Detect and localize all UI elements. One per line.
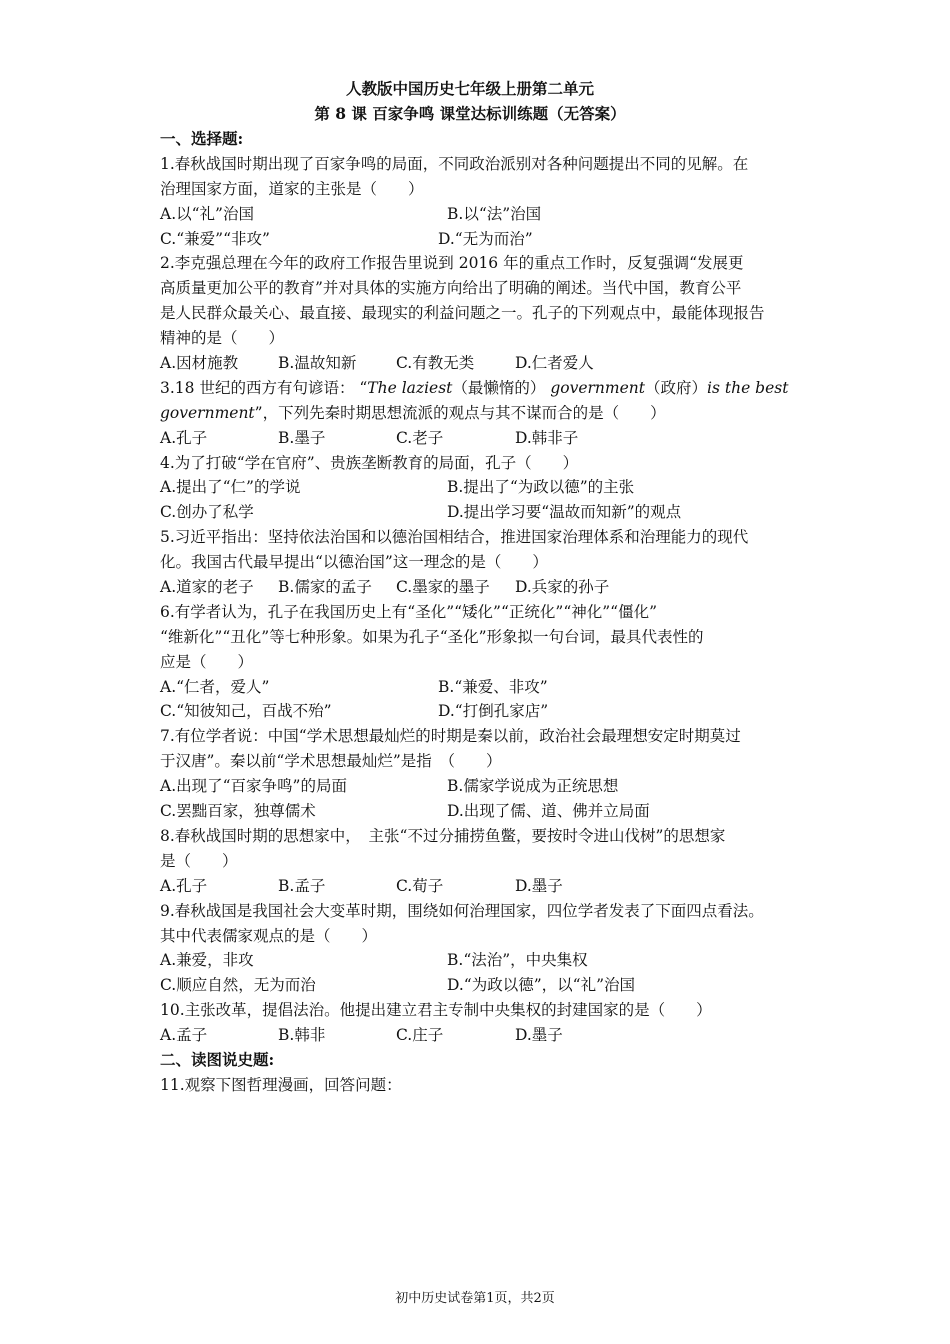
- answer-option: A.孔子: [160, 428, 208, 447]
- answer-option: D.兵家的孙子: [515, 578, 610, 597]
- answer-option: D.墨子: [515, 1026, 563, 1045]
- question-text: [160, 849, 800, 874]
- question-text-segment: “维新化”“丑化”等七种形象。如果为孔子“圣化”形象拟一句台词，最具代表性的: [160, 627, 704, 646]
- question-text-segment: 高质量更加公平的教育”并对具体的实施方向给出了明确的阐述。当代中国，教育公平: [160, 279, 742, 298]
- answer-option: B.韩非: [278, 1026, 326, 1045]
- question-text: [160, 600, 800, 625]
- text-line: [160, 1073, 800, 1098]
- question-text: [160, 650, 800, 675]
- question-text-segment: 化。我国古代最早提出“以德治国”这一理念的是（ ）: [160, 553, 548, 572]
- answer-option: D.出现了儒、道、佛并立局面: [447, 802, 650, 821]
- question-text: [160, 451, 800, 476]
- question-text: [160, 326, 800, 351]
- answer-option: A.出现了“百家争鸣”的局面: [160, 777, 347, 796]
- options-row: [160, 799, 800, 824]
- question-text: [160, 251, 800, 276]
- answer-option: A.提出了“仁”的学说: [160, 478, 301, 497]
- question-text: [160, 177, 800, 202]
- options-row: [160, 475, 800, 500]
- answer-option: D.仁者爱人: [515, 354, 594, 373]
- section-heading: 二、读图说史题:: [160, 1049, 275, 1069]
- question-text-segment: 3.18 世纪的西方有句谚语： “: [160, 378, 368, 397]
- options-row: [160, 202, 800, 227]
- answer-option: A.孟子: [160, 1026, 208, 1045]
- answer-option: D.韩非子: [515, 428, 579, 447]
- question-text: [160, 998, 800, 1023]
- question-text-segment: 是人民群众最关心、最直接、最现实的利益问题之一。孔子的下列观点中，最能体现报告: [160, 304, 765, 323]
- question-text-segment: 应是（ ）: [160, 652, 254, 671]
- question-text-segment: 5.习近平指出：坚持依法治国和以德治国相结合，推进国家治理体系和治理能力的现代: [160, 528, 749, 547]
- answer-option: C.“兼爱”“非攻”: [160, 229, 270, 248]
- question-text-segment: 9.春秋战国是我国社会大变革时期，围绕如何治理国家，四位学者发表了下面四点看法。: [160, 901, 764, 920]
- document-title: 人教版中国历史七年级上册第二单元: [345, 79, 594, 98]
- question-text: [160, 152, 800, 177]
- answer-option: A.孔子: [160, 876, 208, 895]
- answer-option: B.“兼爱、非攻”: [438, 677, 548, 696]
- question-text-segment: （最懒惰的）: [452, 378, 551, 397]
- options-row: [160, 675, 800, 700]
- answer-option: C.创办了私学: [160, 503, 254, 522]
- question-text-segment: 其中代表儒家观点的是（ ）: [160, 926, 378, 945]
- answer-option: D.“打倒孔家店”: [438, 702, 549, 721]
- options-row: [160, 874, 800, 899]
- answer-option: C.墨家的墨子: [396, 578, 490, 597]
- answer-option: B.提出了“为政以德”的主张: [447, 478, 635, 497]
- question-text: [160, 550, 800, 575]
- options-row: [160, 699, 800, 724]
- question-text-segment: 治理国家方面，道家的主张是（ ）: [160, 179, 424, 198]
- options-row: [160, 426, 800, 451]
- question-text: [160, 924, 800, 949]
- section-heading: 一、选择题:: [160, 129, 244, 148]
- question-text: [160, 401, 800, 426]
- answer-option: C.庄子: [396, 1026, 444, 1045]
- question-text-segment: government: [160, 403, 255, 422]
- answer-option: D.墨子: [515, 876, 563, 895]
- answer-option: A.兼爱，非攻: [160, 951, 254, 970]
- document-subtitle: 第 8 课 百家争鸣 课堂达标训练题（无答案）: [314, 104, 626, 123]
- answer-option: A.因材施教: [160, 354, 239, 373]
- question-text: [160, 525, 800, 550]
- answer-option: B.儒家学说成为正统思想: [447, 777, 619, 796]
- answer-option: C.老子: [396, 428, 444, 447]
- options-row: [160, 1023, 800, 1048]
- question-text-segment: 7.有位学者说：中国“学术思想最灿烂的时期是秦以前，政治社会最理想安定时期莫过: [160, 727, 741, 746]
- answer-option: C.顺应自然，无为而治: [160, 976, 316, 995]
- answer-option: A.以“礼”治国: [160, 204, 254, 223]
- question-text-segment: 精神的是（ ）: [160, 329, 285, 348]
- question-text-segment: 8.春秋战国时期的思想家中， 主张“不过分捕捞鱼鳖，要按时令进山伐树”的思想家: [160, 826, 726, 845]
- question-text-segment: government: [550, 378, 646, 397]
- answer-option: D.“为政以德”，以“礼”治国: [447, 976, 635, 995]
- question-text-segment: 1.春秋战国时期出现了百家争鸣的局面，不同政治派别对各种问题提出不同的见解。在: [160, 154, 749, 173]
- question-text: [160, 824, 800, 849]
- answer-option: C.罢黜百家，独尊儒术: [160, 802, 316, 821]
- answer-option: D.提出学习要“温故而知新”的观点: [447, 503, 682, 522]
- options-row: [160, 973, 800, 998]
- question-text-segment: 4.为了打破“学在官府”、贵族垄断教育的局面，孔子（ ）: [160, 453, 579, 472]
- answer-option: B.温故知新: [278, 354, 357, 373]
- question-text-segment: 2.李克强总理在今年的政府工作报告里说到 2016 年的重点工作时，反复强调“发展更: [160, 254, 744, 273]
- question-text: [160, 625, 800, 650]
- question-text: [160, 749, 800, 774]
- question-text-segment: 6.有学者认为，孔子在我国历史上有“圣化”“矮化”“正统化”“神化”“僵化”: [160, 602, 658, 621]
- answer-option: B.孟子: [278, 876, 326, 895]
- answer-option: B.“法治”，中央集权: [447, 951, 588, 970]
- question-text: [160, 724, 800, 749]
- options-row: [160, 227, 800, 252]
- options-row: [160, 500, 800, 525]
- options-row: [160, 351, 800, 376]
- question-text: [160, 376, 800, 401]
- answer-option: C.“知彼知己，百战不殆”: [160, 702, 332, 721]
- answer-option: A.“仁者，爱人”: [160, 677, 270, 696]
- question-text: [160, 301, 800, 326]
- answer-option: B.以“法”治国: [447, 204, 542, 223]
- question-text-segment: 于汉唐”。秦以前“学术思想最灿烂”是指 （ ）: [160, 752, 502, 771]
- question-text-segment: is the best: [707, 378, 789, 397]
- question-text-segment: The laziest: [367, 378, 453, 397]
- options-row: [160, 948, 800, 973]
- page-footer: 初中历史试卷第1页，共2页: [395, 1291, 555, 1306]
- answer-option: B.儒家的孟子: [278, 578, 372, 597]
- question-text-segment: 10.主张改革，提倡法治。他提出建立君主专制中央集权的封建国家的是（ ）: [160, 1001, 712, 1020]
- question-text: [160, 899, 800, 924]
- text-line: [160, 127, 800, 152]
- question-text-segment: ”，下列先秦时期思想流派的观点与其不谋而合的是（ ）: [254, 403, 666, 422]
- question-text: [160, 276, 800, 301]
- question-text: 11.观察下图哲理漫画，回答问题：: [160, 1075, 402, 1094]
- options-row: [160, 774, 800, 799]
- question-text-segment: 是（ ）: [160, 851, 238, 870]
- answer-option: C.荀子: [396, 876, 444, 895]
- text-line: [160, 1048, 800, 1073]
- answer-option: B.墨子: [278, 428, 326, 447]
- answer-option: A.道家的老子: [160, 578, 254, 597]
- document-body: [160, 127, 800, 1098]
- answer-option: D.“无为而治”: [438, 229, 533, 248]
- question-text-segment: （政府）: [645, 378, 708, 397]
- answer-option: C.有教无类: [396, 354, 475, 373]
- options-row: [160, 575, 800, 600]
